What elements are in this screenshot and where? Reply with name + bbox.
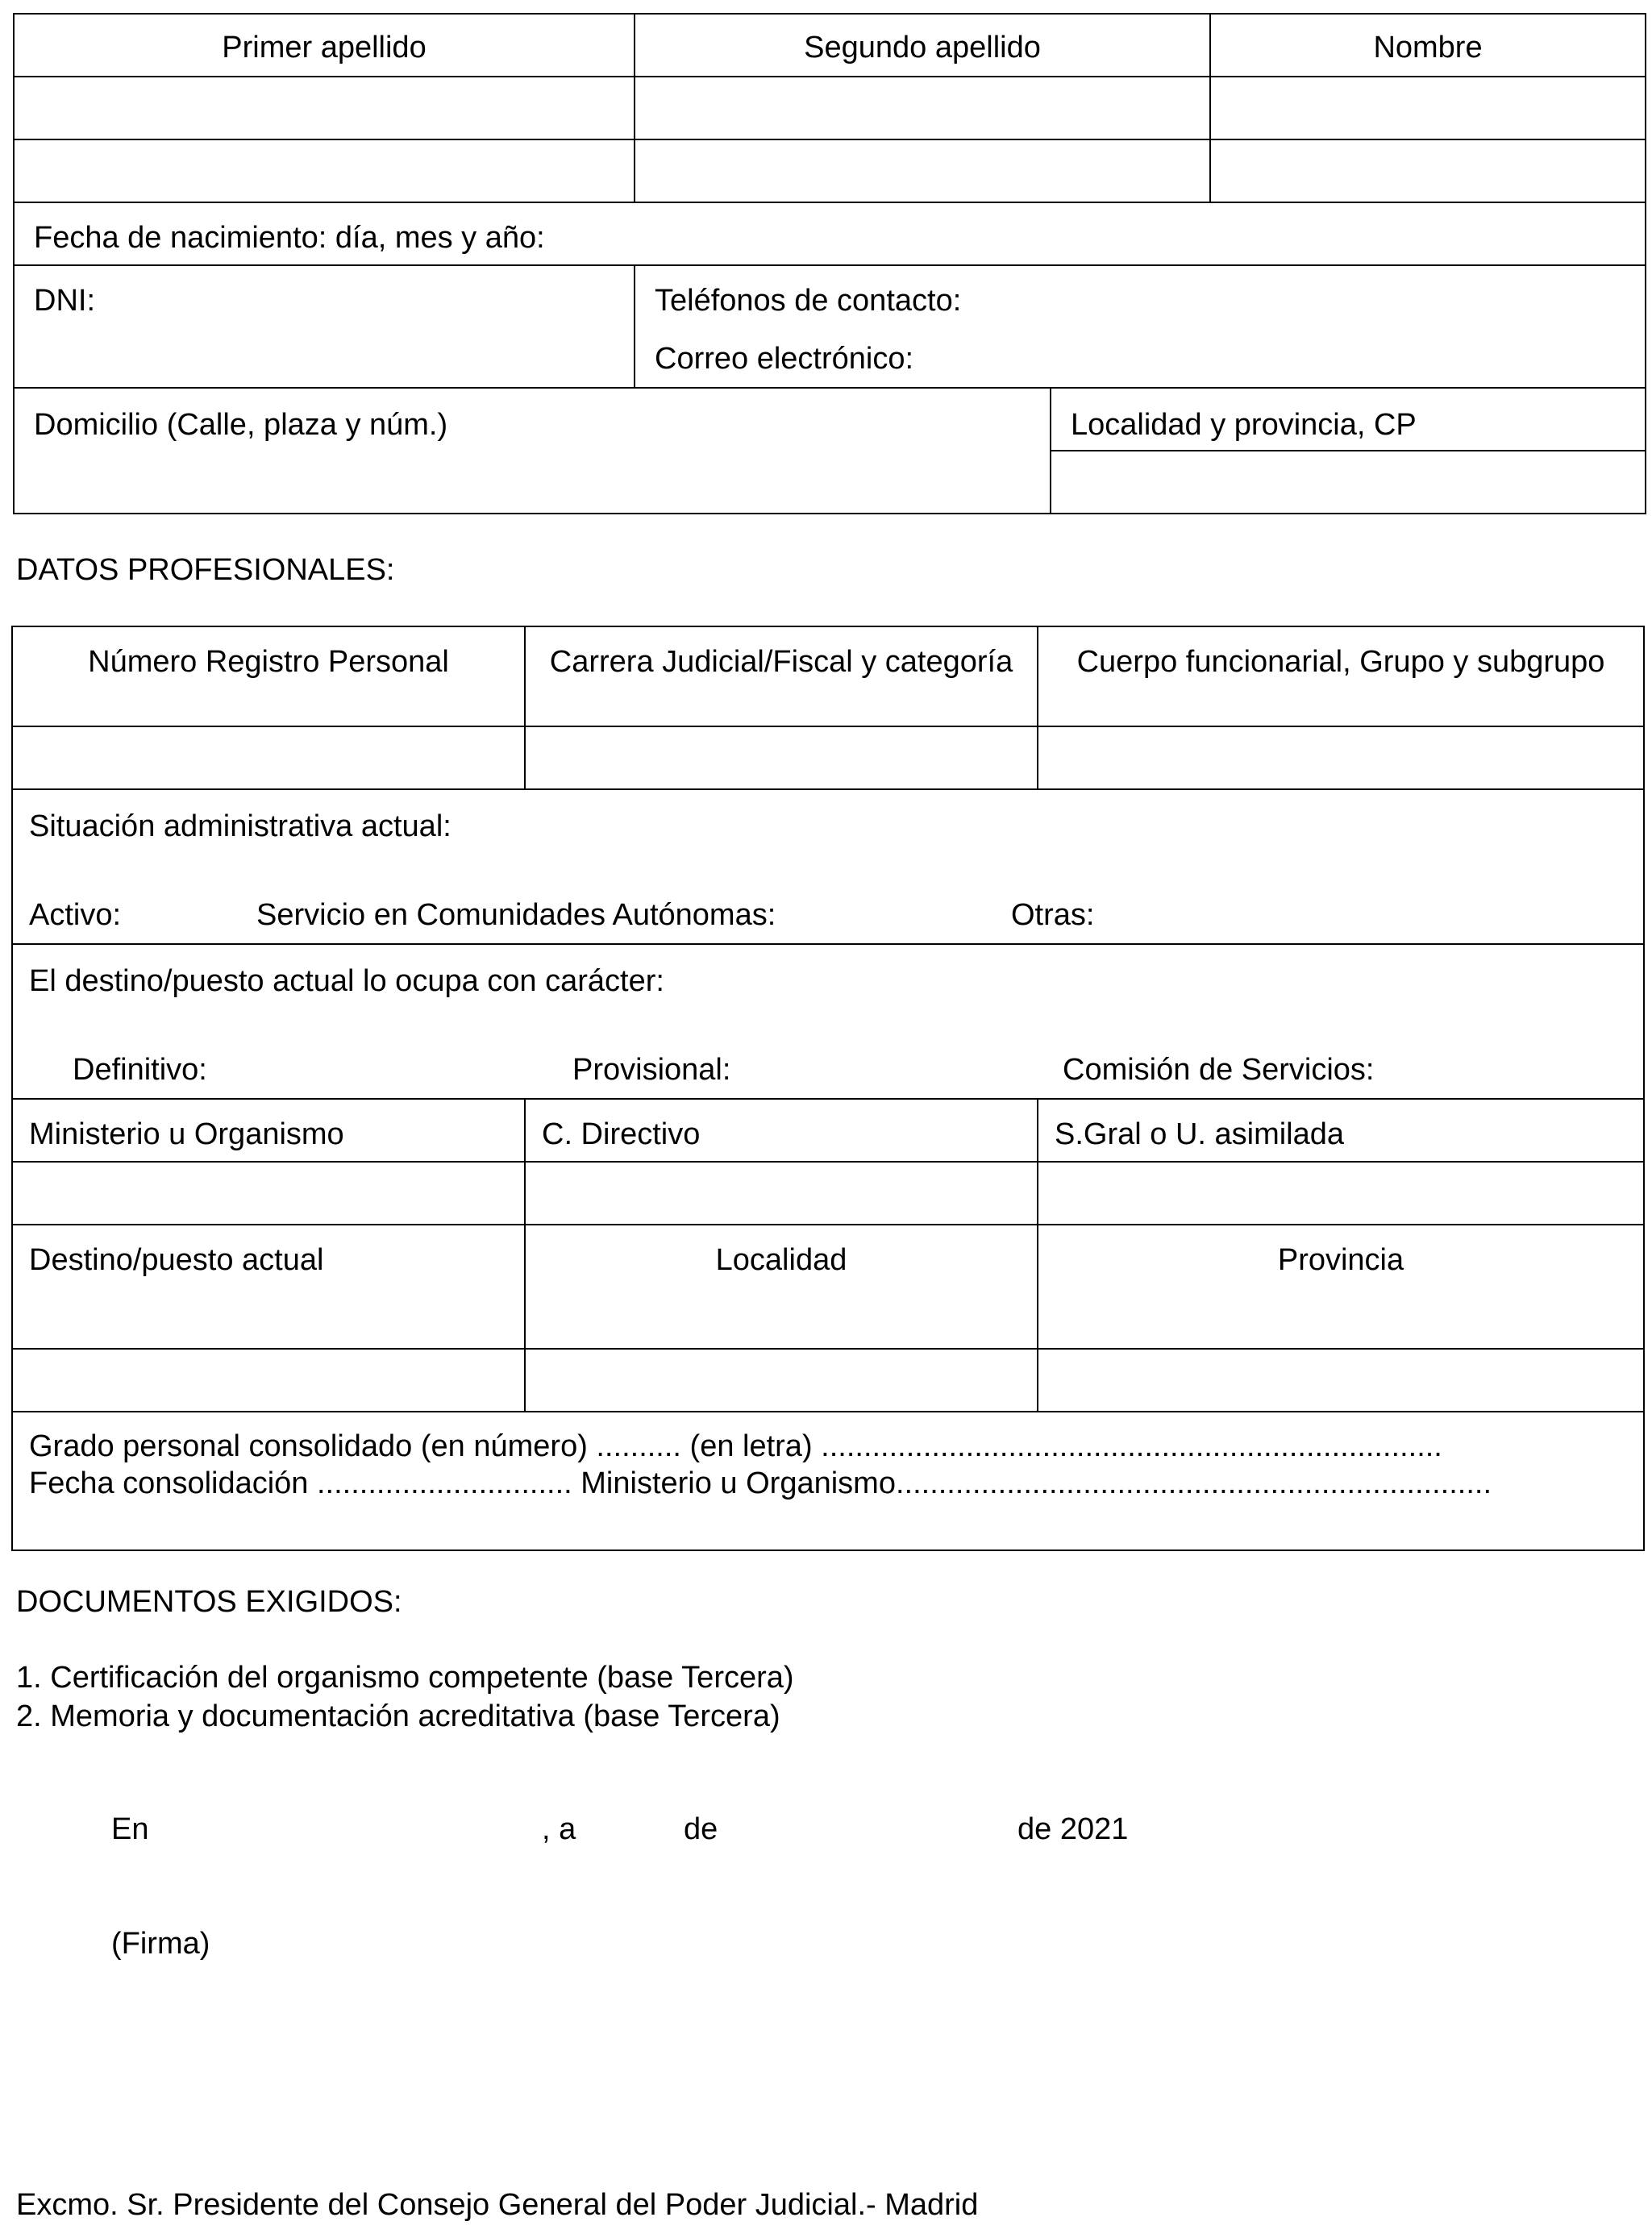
dni-label: DNI: <box>34 284 95 318</box>
second-surname-field[interactable] <box>635 77 1210 139</box>
address-field[interactable] <box>14 388 1051 514</box>
month-label: de <box>684 1812 718 1846</box>
current-post-header: Destino/puesto actual <box>12 1225 525 1349</box>
locality-field[interactable] <box>1051 451 1646 514</box>
grade-cell[interactable] <box>12 1412 1644 1550</box>
first-surname-field-2[interactable] <box>14 139 635 202</box>
name-field-2[interactable] <box>1210 139 1646 202</box>
grade-line: Grado personal consolidado (en número) .......... (en letra) ......................................................................... <box>29 1429 1442 1463</box>
registry-number-field[interactable] <box>12 726 525 789</box>
career-header: Carrera Judicial/Fiscal y categoría <box>525 626 1038 726</box>
locality-label: Localidad y provincia, CP <box>1071 408 1417 442</box>
situation-active[interactable]: Activo: <box>29 898 122 932</box>
document-item: 1. Certificación del organismo competente (base Tercera) <box>16 1661 794 1695</box>
situation-other[interactable]: Otras: <box>1011 898 1095 932</box>
signature-label: (Firma) <box>111 1927 210 1961</box>
situation-label: Situación administrativa actual: <box>29 809 451 843</box>
contact-field[interactable] <box>635 265 1646 388</box>
email-label: Correo electrónico: <box>655 342 914 376</box>
corps-field[interactable] <box>1038 726 1644 789</box>
consolidation-line: Fecha consolidación .............................. Ministerio u Organismo...................................................................... <box>29 1466 1492 1500</box>
addressee: Excmo. Sr. Presidente del Consejo General del Poder Judicial.- Madrid <box>16 2188 979 2222</box>
post-province-field[interactable] <box>1038 1349 1644 1412</box>
career-field[interactable] <box>525 726 1038 789</box>
address-label: Domicilio (Calle, plaza y núm.) <box>34 408 448 442</box>
directive-center-header: C. Directivo <box>525 1099 1038 1162</box>
post-province-header: Provincia <box>1038 1225 1644 1349</box>
ministry-field[interactable] <box>12 1162 525 1225</box>
registry-number-header: Número Registro Personal <box>12 626 525 726</box>
name-header: Nombre <box>1210 14 1646 77</box>
current-post-field[interactable] <box>12 1349 525 1412</box>
first-surname-field[interactable] <box>14 77 635 139</box>
first-surname-header: Primer apellido <box>14 14 635 77</box>
general-secretariat-header: S.Gral o U. asimilada <box>1038 1099 1644 1162</box>
directive-center-field[interactable] <box>525 1162 1038 1225</box>
general-secretariat-field[interactable] <box>1038 1162 1644 1225</box>
dni-field[interactable] <box>14 265 635 388</box>
destino-label: El destino/puesto actual lo ocupa con carácter: <box>29 964 664 998</box>
professional-data-table <box>11 626 1645 1551</box>
second-surname-field-2[interactable] <box>635 139 1210 202</box>
destino-definitive[interactable]: Definitivo: <box>73 1053 207 1087</box>
birth-date-label: Fecha de nacimiento: día, mes y año: <box>34 221 545 255</box>
post-locality-header: Localidad <box>525 1225 1038 1349</box>
day-label: , a <box>542 1812 576 1846</box>
phone-label: Teléfonos de contacto: <box>655 284 962 318</box>
corps-header: Cuerpo funcionarial, Grupo y subgrupo <box>1038 626 1644 726</box>
documents-heading: DOCUMENTOS EXIGIDOS: <box>16 1585 402 1619</box>
locality-header <box>1051 388 1646 451</box>
destino-provisional[interactable]: Provisional: <box>572 1053 731 1087</box>
place-label: En <box>111 1812 149 1846</box>
personal-data-table <box>13 13 1646 514</box>
professional-heading: DATOS PROFESIONALES: <box>16 553 395 587</box>
destino-commission[interactable]: Comisión de Servicios: <box>1063 1053 1375 1087</box>
destino-cell <box>12 944 1644 1099</box>
year-label: de 2021 <box>1017 1812 1129 1846</box>
second-surname-header: Segundo apellido <box>635 14 1210 77</box>
document-item: 2. Memoria y documentación acreditativa (base Tercera) <box>16 1699 780 1733</box>
situation-cell <box>12 789 1644 944</box>
birth-date-field[interactable] <box>14 202 1646 265</box>
name-field[interactable] <box>1210 77 1646 139</box>
ministry-header: Ministerio u Organismo <box>12 1099 525 1162</box>
situation-autonomous[interactable]: Servicio en Comunidades Autónomas: <box>256 898 776 932</box>
post-locality-field[interactable] <box>525 1349 1038 1412</box>
